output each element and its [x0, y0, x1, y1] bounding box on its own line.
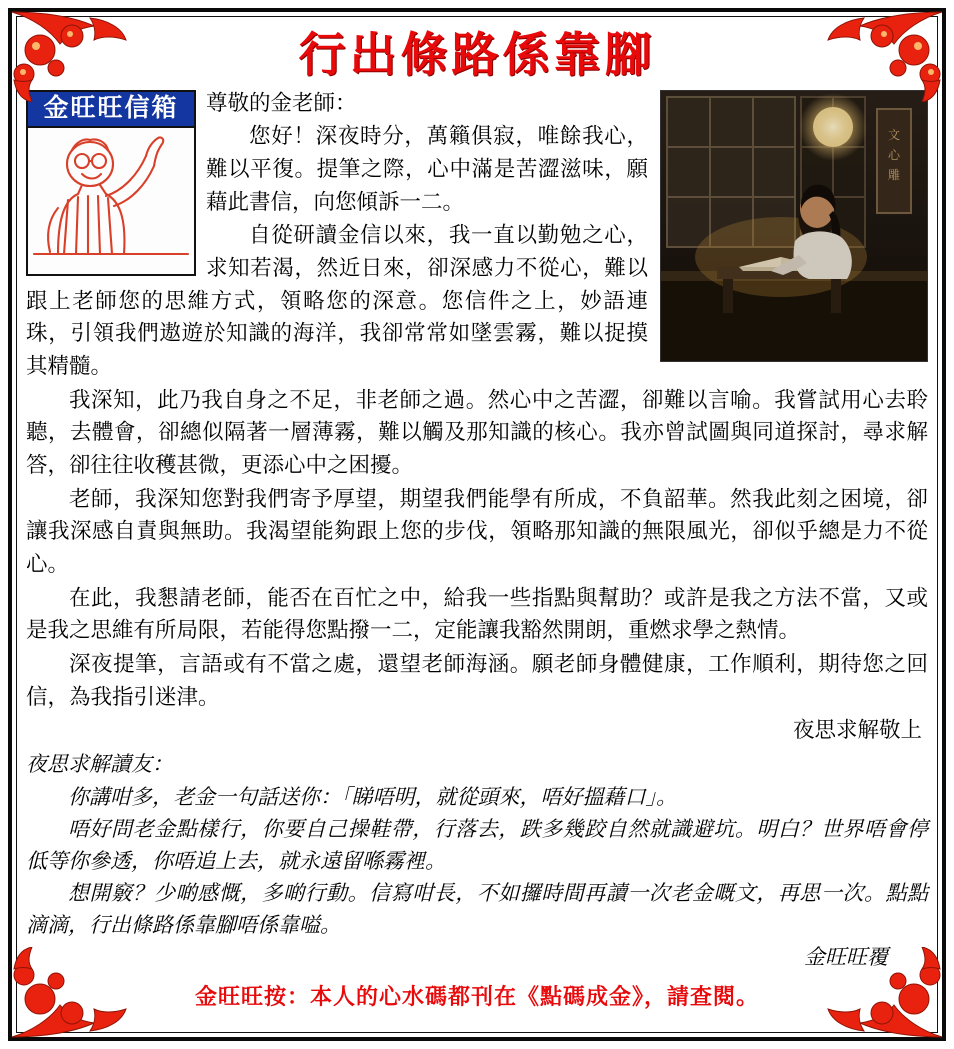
letter-paragraph: 我深知，此乃我自身之不足，非老師之過。然心中之苦澀，卻難以言喻。我嘗試用心去聆聽，去體會，卻總似隔著一層薄霧，難以觸及那知識的核心。我亦曾試圖與同道探討，尋求解答，卻往往收穫甚微，更添心中之困擾。: [26, 387, 928, 479]
editor-footnote: 金旺旺按：本人的心水碼都刊在《點碼成金》，請查閱。: [194, 983, 759, 1010]
page-content: [22, 18, 932, 1031]
cartoon-man-pointing-icon: [26, 128, 196, 276]
reply-paragraph: 唔好問老金點樣行，你要自己操鞋帶，行落去，跌多幾跤自然就識避坑。明白？世界唔會停低等你參透，你唔追上去，就永遠留喺霧裡。: [26, 817, 928, 873]
letter-paragraph: 在此，我懇請老師，能否在百忙之中，給我一些指點與幫助？或許是我之方法不當，又或是我之思維有所局限，若能得您點撥一二，定能讓我豁然開朗，重燃求學之熱情。: [26, 585, 928, 644]
girl-reading-photo: [660, 90, 928, 362]
reply-paragraph: 想開竅？少啲感慨，多啲行動。信寫咁長，不如攞時間再讀一次老金嘅文，再思一次。點點滴滴，行出條路係靠腳唔係靠嗌。: [26, 881, 928, 937]
letter-paragraph: 您好！深夜時分，萬籟俱寂，唯餘我心，難以平復。提筆之際，心中滿是苦澀滋味，願藉此書信，向您傾訴一二。: [206, 124, 648, 215]
article-body: [22, 88, 932, 1011]
page-title: 行出條路係靠腳: [298, 28, 656, 83]
letter-salutation: 尊敬的金老師：: [206, 90, 357, 116]
letter-paragraph: 自從研讀金信以來，我一直以勤勉之心，求知若渴，然近日來，卻深感力不從心，難以跟上老師您的思維方式，領略您的深意。您信件之上，妙語連珠，引領我們遨遊於知識的海洋，我卻常常如墜雲霧，難以捉摸其精髓。: [26, 223, 648, 380]
svg-text:心: 心: [887, 147, 901, 162]
reply-text: [26, 749, 928, 974]
mailbox-logo-banner: 金旺旺信箱: [26, 90, 196, 129]
svg-text:雕: 雕: [887, 167, 901, 182]
letter-signature: 夜思求解敬上: [792, 718, 922, 744]
letter-paragraph: 深夜提筆，言語或有不當之處，還望老師海涵。願老師身體健康，工作順利，期待您之回信，為我指引迷津。: [26, 652, 928, 710]
letter-paragraph: 老師，我深知您對我們寄予厚望，期望我們能學有所成，不負韶華。然我此刻之困境，卻讓我深感自責與無助。我渴望能夠跟上您的步伐，領略那知識的無限風光，卻似乎總是力不從心。: [26, 486, 928, 578]
mailbox-logo: [26, 90, 196, 277]
reply-signature: 金旺旺覆: [804, 945, 888, 970]
reply-paragraph: 你講咁多，老金一句話送你：「睇唔明，就從頭來，唔好搵藉口」。: [68, 784, 677, 809]
svg-text:文: 文: [887, 127, 901, 142]
reply-salutation: 夜思求解讀友：: [26, 752, 173, 777]
